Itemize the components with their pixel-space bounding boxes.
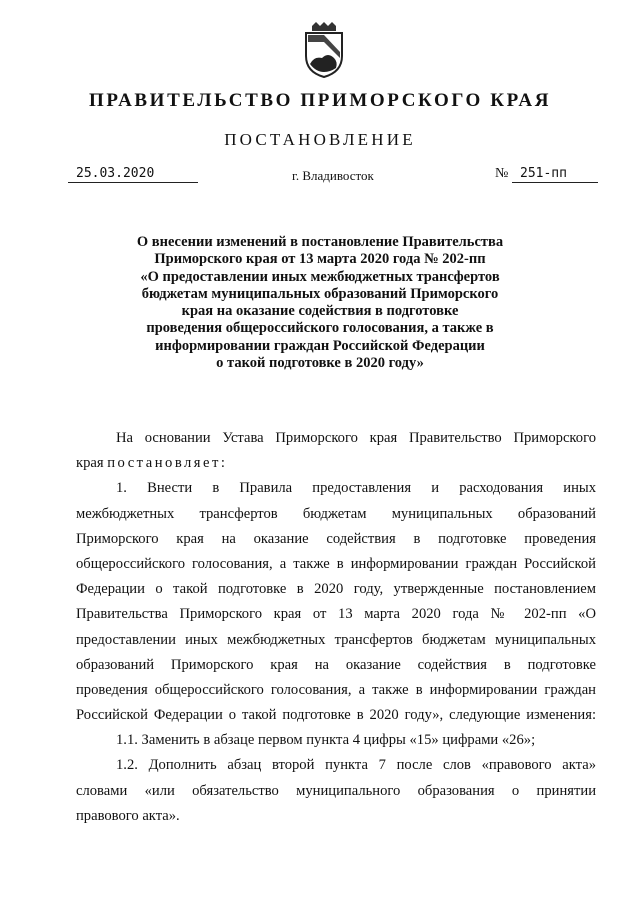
title-line: проведения общероссийского голосования, а также в <box>146 320 494 337</box>
document-body <box>76 426 596 829</box>
item1-2-line: словами «или обязательство муниципального образования о принятии <box>76 782 596 799</box>
document-type: ПОСТАНОВЛЕНИЕ <box>224 130 416 149</box>
item1-line: Приморского края на оказание содействия в подготовке проведения <box>76 530 596 547</box>
item1-line: образований Приморского края на оказание содействия в подготовке <box>76 656 596 673</box>
document-city: г. Владивосток <box>292 168 374 183</box>
title-line: О внесении изменений в постановление Правительства <box>136 234 504 250</box>
document-date: 25.03.2020 <box>76 166 155 181</box>
document-number: 251-пп <box>520 166 567 181</box>
item1-1-line: 1.1. Заменить в абзаце первом пункта 4 цифры «15» цифрами «26»; <box>116 732 536 749</box>
preamble-line: На основании Устава Приморского края Правительство Приморского <box>116 430 596 446</box>
title-line: бюджетам муниципальных образований Приморского <box>141 285 499 302</box>
title-line: «О предоставлении иных межбюджетных трансфертов <box>140 268 500 285</box>
title-line: края на оказание содействия в подготовке <box>181 303 459 320</box>
item1-line: 1. Внести в Правила предоставления и расходования иных <box>116 480 596 497</box>
preamble-colon: : <box>220 455 225 472</box>
number-sign: № <box>495 166 509 181</box>
item1-2-line: 1.2. Дополнить абзац второй пункта 7 после слов «правового акта» <box>116 757 596 774</box>
item1-line: Российской Федерации о такой подготовке в 2020 году», следующие изменения: <box>76 707 596 724</box>
title-line: Приморского края от 13 марта 2020 года № 202-пп <box>154 251 486 268</box>
resolution-word: постановляет <box>107 455 221 472</box>
item1-line: Федерации о такой подготовке в 2020 году, утвержденные постановлением <box>76 581 596 598</box>
item1-line: проведения общероссийского голосования, а также в информировании граждан <box>76 681 596 698</box>
preamble-line <box>76 451 596 476</box>
document-title <box>90 234 550 372</box>
coat-of-arms-icon <box>302 22 346 78</box>
item1-line: предоставлении иных межбюджетных трансфертов бюджетам муниципальных <box>76 631 596 648</box>
title-line: о такой подготовке в 2020 году» <box>216 355 424 372</box>
title-line: информировании граждан Российской Федерации <box>155 337 485 354</box>
organization-name: ПРАВИТЕЛЬСТВО ПРИМОРСКОГО КРАЯ <box>88 90 552 111</box>
date-underline <box>68 182 198 183</box>
item1-line: межбюджетных трансфертов бюджетам муниципальных образований <box>76 505 596 522</box>
item1-line: общероссийского голосования, а также в информировании граждан Российской <box>76 555 596 572</box>
item1-2-line: правового акта». <box>76 807 180 824</box>
number-underline <box>512 182 598 183</box>
preamble-text: края <box>76 455 108 472</box>
item1-line: Правительства Приморского края от 13 марта 2020 года № 202-пп «О <box>76 606 596 623</box>
